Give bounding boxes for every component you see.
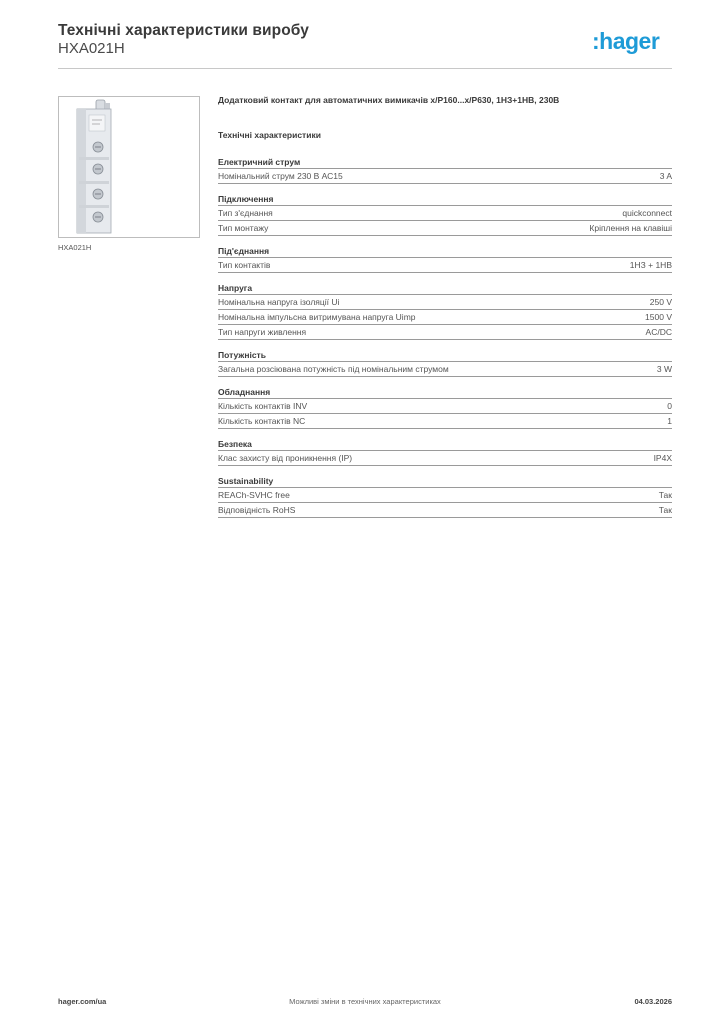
spec-value: quickconnect xyxy=(622,208,672,218)
spec-row xyxy=(218,414,672,429)
product-code: HXA021H xyxy=(58,40,125,57)
spec-label: Кількість контактів INV xyxy=(218,401,308,411)
spec-section xyxy=(218,193,672,236)
spec-label: Тип напруги живлення xyxy=(218,327,307,337)
spec-row xyxy=(218,399,672,414)
header-divider xyxy=(58,68,672,69)
spec-label: REACh-SVHC free xyxy=(218,490,290,500)
spec-value: Кріплення на клавіші xyxy=(589,223,672,233)
auxiliary-contact-picture xyxy=(59,97,199,237)
page-title: Технічні характеристики виробу xyxy=(58,22,309,39)
spec-section xyxy=(218,438,672,466)
spec-row xyxy=(218,169,672,184)
section-title: Електричний струм xyxy=(218,156,672,169)
spec-content xyxy=(218,94,672,527)
spec-section xyxy=(218,475,672,518)
product-image xyxy=(58,96,200,238)
spec-section xyxy=(218,156,672,184)
spec-row xyxy=(218,295,672,310)
spec-label: Номінальний струм 230 В АС15 xyxy=(218,171,343,181)
spec-label: Клас захисту від проникнення (IP) xyxy=(218,453,353,463)
section-title: Напруга xyxy=(218,282,672,295)
spec-row xyxy=(218,310,672,325)
page-footer xyxy=(58,997,672,1009)
spec-sections xyxy=(218,156,672,518)
section-title: Підключення xyxy=(218,193,672,206)
image-caption: HXA021H xyxy=(58,243,92,252)
spec-section xyxy=(218,282,672,340)
spec-value: AC/DC xyxy=(645,327,672,337)
spec-row xyxy=(218,503,672,518)
page-header xyxy=(58,18,672,68)
section-title: Під'єднання xyxy=(218,245,672,258)
spec-value: Так xyxy=(658,505,672,515)
spec-label: Загальна розсіювана потужність під номінальним струмом xyxy=(218,364,449,374)
spec-row xyxy=(218,325,672,340)
footer-date: 04.03.2026 xyxy=(634,997,672,1006)
spec-row xyxy=(218,258,672,273)
logo-text: :hager xyxy=(592,28,660,54)
spec-section xyxy=(218,349,672,377)
footer-notice: Можливі зміни в технічних характеристиках xyxy=(289,997,441,1006)
section-title: Безпека xyxy=(218,438,672,451)
spec-section xyxy=(218,245,672,273)
spec-value: 3 A xyxy=(659,171,672,181)
spec-value: 250 V xyxy=(649,297,672,307)
section-title: Sustainability xyxy=(218,475,672,488)
spec-label: Номінальна напруга ізоляції Ui xyxy=(218,297,340,307)
hager-logo xyxy=(592,28,672,54)
spec-label: Тип монтажу xyxy=(218,223,269,233)
spec-label: Тип з'єднання xyxy=(218,208,273,218)
specs-heading: Технічні характеристики xyxy=(218,130,321,140)
spec-row xyxy=(218,206,672,221)
spec-label: Кількість контактів NC xyxy=(218,416,306,426)
section-title: Обладнання xyxy=(218,386,672,399)
spec-value: 1500 V xyxy=(645,312,672,322)
spec-value: 3 W xyxy=(656,364,672,374)
footer-website-link[interactable]: hager.com/ua xyxy=(58,997,107,1006)
spec-label: Номінальна імпульсна витримувана напруга Uimp xyxy=(218,312,416,322)
spec-value: Так xyxy=(658,490,672,500)
product-description: Додатковий контакт для автоматичних вимикачів x/P160...x/P630, 1НЗ+1НВ, 230В xyxy=(218,95,560,105)
spec-label: Тип контактів xyxy=(218,260,271,270)
spec-value: 1 xyxy=(667,416,672,426)
spec-row xyxy=(218,221,672,236)
spec-value: 0 xyxy=(667,401,672,411)
spec-row xyxy=(218,488,672,503)
spec-row xyxy=(218,362,672,377)
spec-value: IP4X xyxy=(653,453,672,463)
spec-value: 1НЗ + 1НВ xyxy=(629,260,672,270)
section-title: Потужність xyxy=(218,349,672,362)
spec-row xyxy=(218,451,672,466)
spec-label: Відповідність RoHS xyxy=(218,505,296,515)
spec-section xyxy=(218,386,672,429)
